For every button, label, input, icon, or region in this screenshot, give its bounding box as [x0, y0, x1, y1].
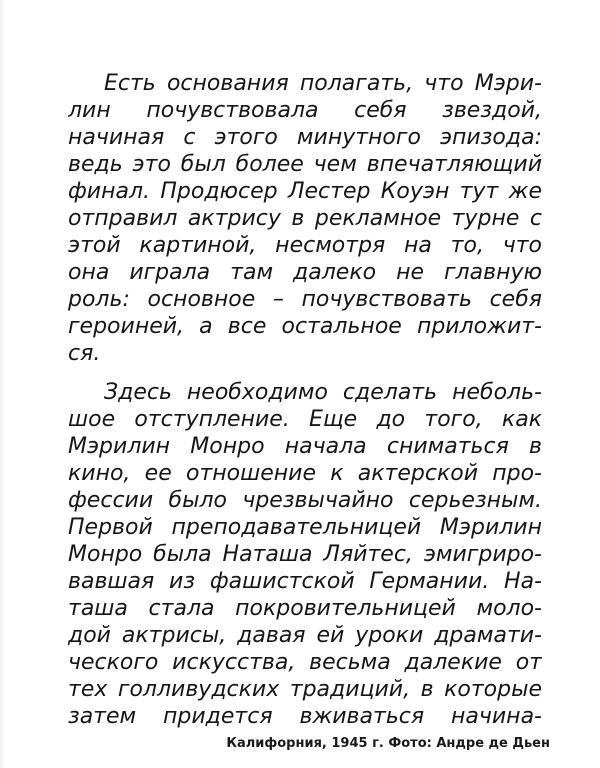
- text-line: она играла там далеко не главную: [68, 260, 542, 285]
- text-line: Есть основания полагать, что Мэри-: [104, 71, 542, 96]
- text-line: Здесь необходимо сделать неболь-: [104, 380, 542, 405]
- paragraph-2: [68, 379, 542, 730]
- text-line: таша стала покровительницей моло-: [68, 596, 542, 621]
- text-line: Первой преподавательницей Мэрилин: [68, 515, 542, 540]
- text-line: героиней, а все остальное приложит-: [68, 314, 542, 339]
- text-line: роль: основное – почувствовать себя: [68, 287, 542, 312]
- text-line: фессии было чрезвычайно серьезным.: [68, 488, 542, 513]
- text-line: начиная с этого минутного эпизода:: [68, 125, 542, 150]
- text-line: затем придется вживаться начина-: [68, 704, 542, 729]
- text-line: ся.: [68, 341, 101, 366]
- text-line: лин почувствовала себя звездой,: [68, 98, 542, 123]
- photo-caption: Калифорния, 1945 г. Фото: Андре де Дьен: [226, 736, 550, 751]
- text-line: дой актрисы, давая ей уроки драмати-: [68, 623, 542, 648]
- text-line: кино, ее отношение к актерской про-: [68, 461, 542, 486]
- text-line: Мэрилин Монро начала сниматься в: [68, 434, 542, 459]
- text-line: тех голливудских традиций, в которые: [68, 677, 542, 702]
- text-line: вавшая из фашистской Германии. На-: [68, 569, 542, 594]
- page-edge-shadow: [0, 0, 6, 768]
- body-text: [68, 70, 542, 730]
- paragraph-1: [68, 70, 542, 367]
- text-line: Монро была Наташа Ляйтес, эмигриро-: [68, 542, 542, 567]
- text-line: ведь это был более чем впечатляющий: [68, 152, 542, 177]
- text-line: шое отступление. Еще до того, как: [68, 407, 542, 432]
- text-line: этой картиной, несмотря на то, что: [68, 233, 542, 258]
- text-line: финал. Продюсер Лестер Коуэн тут же: [68, 179, 542, 204]
- text-line: ческого искусства, весьма далекие от: [68, 650, 542, 675]
- text-line: отправил актрису в рекламное турне с: [68, 206, 542, 231]
